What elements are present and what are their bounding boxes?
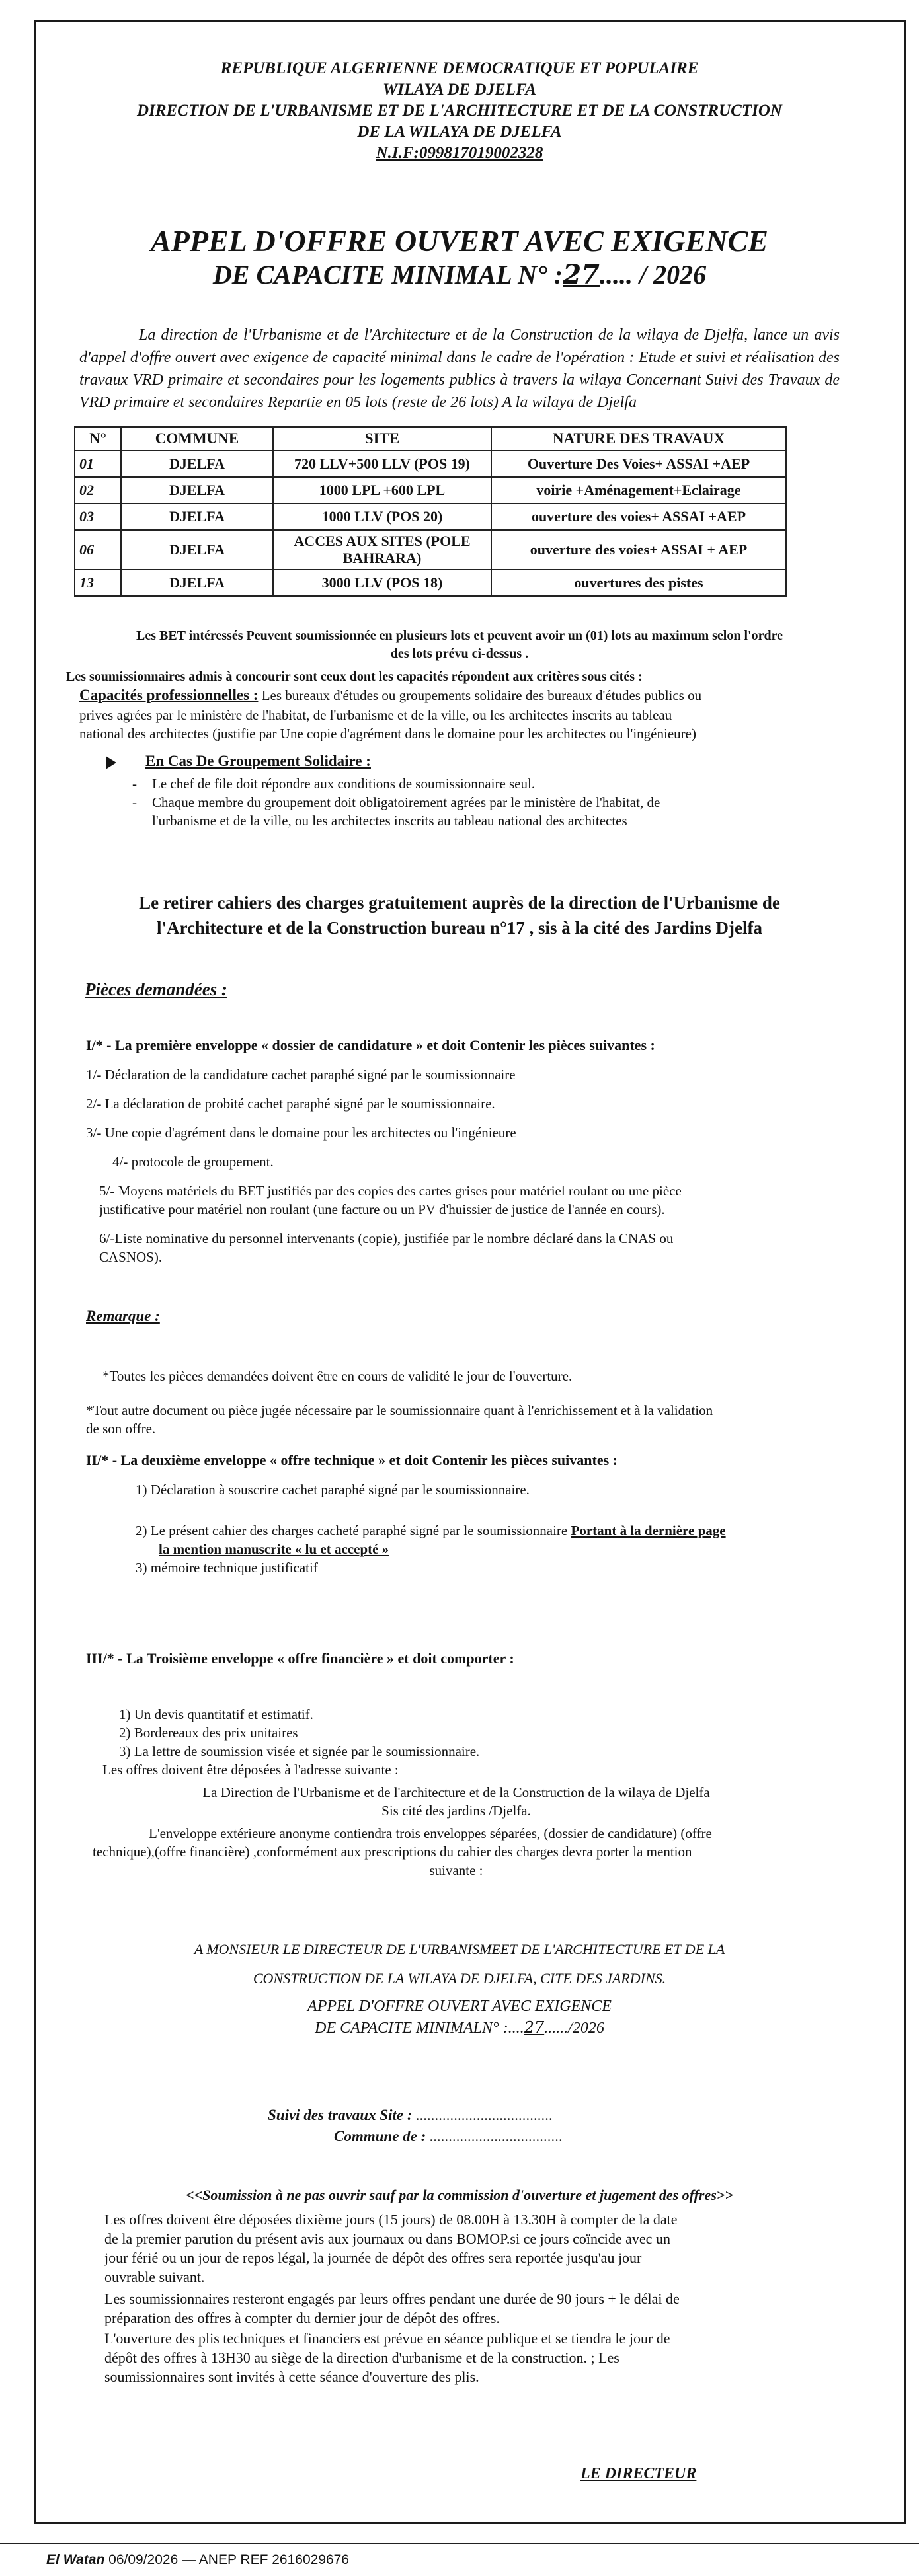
env1-item: 5/- Moyens matériels du BET justifiés par des copies des cartes grises pour matériel roulant ou une pièce [99, 1183, 682, 1199]
address-line-3: APPEL D'OFFRE OUVERT AVEC EXIGENCE [307, 1998, 612, 2015]
arrow-bullet-icon [106, 756, 116, 769]
groupement-bullet-2-line-2: l'urbanisme et de la ville, ou les architectes inscrits au tableau national des architectes [152, 813, 627, 829]
env3-item-1: 1) Un devis quantitatif et estimatif. [119, 1706, 313, 1722]
env3-item-3: 3) La lettre de soumission visée et signée par le soumissionnaire. [119, 1743, 480, 1759]
enveloppe-line-3: suivante : [429, 1862, 483, 1878]
env2-item-2: 2) Le présent cahier des charges cacheté paraphé signé par le soumissionnaire Portant à la dernière page [136, 1523, 726, 1538]
env1-item: 6/-Liste nominative du personnel intervenants (copie), justifiée par le nombre déclaré dans la CNAS ou [99, 1231, 674, 1246]
header-wilaya-djelfa: DE LA WILAYA DE DJELFA [357, 123, 562, 141]
retirer-line-1: Le retirer cahiers des charges gratuitement auprès de la direction de l'Urbanisme de [139, 893, 780, 913]
admis-line: Les soumissionnaires admis à concourir sont ceux dont les capacités répondent aux critères sous cités : [66, 669, 643, 684]
remarque-1: *Toutes les pièces demandées doivent être en cours de validité le jour de l'ouverture. [102, 1368, 573, 1384]
table-row: 13 DJELFA 3000 LLV (POS 18) ouvertures des pistes [75, 570, 786, 596]
header-nif: N.I.F:099817019002328 [376, 144, 543, 162]
env1-item: 1/- Déclaration de la candidature cachet paraphé signé par le soumissionnaire [86, 1067, 516, 1082]
depot-address-2: Sis cité des jardins /Djelfa. [381, 1803, 531, 1819]
table-row: 02 DJELFA 1000 LPL +600 LPL voirie +Aménagement+Eclairage [75, 477, 786, 504]
capacites-line-3: national des architectes (justifie par Une copie d'agrément dans le domaine pour les architectes ou l'ingénieure) [79, 726, 696, 741]
footer-newspaper: El Watan [46, 2552, 105, 2567]
env2-item-1: 1) Déclaration à souscrire cachet paraphé signé par le soumissionnaire. [136, 1482, 530, 1497]
dash-icon: - [132, 776, 137, 792]
closing-para-1: Les offres doivent être déposées dixième jours (15 jours) de 08.00H à 13.30H à compter de la date de la premier parution du présent avis aux journaux ou dans BOMOP.si ce jours coïncide avec un jour férié ou un jour de repos légal, la journée de dépôt des offres sera reportée jusqu'au jour ouvrable suivant. [104, 2211, 678, 2285]
notice-title: APPEL D'OFFRE OUVERT AVEC EXIGENCE [151, 224, 768, 258]
bet-line-2: des lots prévu ci-dessus . [390, 646, 529, 661]
env1-item: 3/- Une copie d'agrément dans le domaine pour les architectes ou l'ingénieure [86, 1125, 516, 1141]
retirer-line-2: l'Architecture et de la Construction bureau n°17 , sis à la cité des Jardins Djelfa [157, 918, 762, 938]
env1-item: justificative pour matériel non roulant (une facture ou un PV d'huissier de justice de l'année en cours). [99, 1201, 665, 1217]
notice-number-line: DE CAPACITE MINIMAL N° :27..... / 2026 [212, 259, 707, 290]
suivi-travaux-line: Suivi des travaux Site : .................................... [268, 2107, 553, 2123]
table-header-number: N° [75, 427, 121, 451]
groupement-bullet-1: Le chef de file doit répondre aux conditions de soumissionnaire seul. [152, 776, 536, 792]
capacites-label: Capacités professionnelles : [79, 687, 259, 703]
depot-intro: Les offres doivent être déposées à l'adresse suivante : [102, 1762, 399, 1778]
footer-ref: — ANEP REF 2616029676 [182, 2552, 350, 2567]
table-row: 01 DJELFA 720 LLV+500 LLV (POS 19) Ouverture Des Voies+ ASSAI +AEP [75, 451, 786, 477]
groupement-title: En Cas De Groupement Solidaire : [145, 753, 371, 769]
table-row: 06 DJELFA ACCES AUX SITES (POLE BAHRARA) ouverture des voies+ ASSAI + AEP [75, 530, 786, 570]
envelope-1-title: I/* - La première enveloppe « dossier de candidature » et doit Contenir les pièces suivantes : [86, 1037, 655, 1053]
header-republic: REPUBLIQUE ALGERIENNE DEMOCRATIQUE ET POPULAIRE [220, 59, 699, 77]
bet-line-1: Les BET intéressés Peuvent soumissionnée en plusieurs lots et peuvent avoir un (01) lots au maximum selon l'ordre [136, 628, 783, 643]
env1-item: CASNOS). [99, 1249, 163, 1265]
remarque-2-line-2: de son offre. [86, 1421, 156, 1437]
footer-date: 06/09/2026 [108, 2552, 179, 2567]
table-header-commune: COMMUNE [121, 427, 273, 451]
groupement-bullet-2-line-1: Chaque membre du groupement doit obligatoirement agrées par le ministère de l'habitat, de [152, 794, 660, 810]
header-direction: DIRECTION DE L'URBANISME ET DE L'ARCHITECTURE ET DE LA CONSTRUCTION [137, 102, 782, 120]
signature-le-directeur: LE DIRECTEUR [580, 2465, 697, 2482]
address-line-1: A MONSIEUR LE DIRECTEUR DE L'URBANISMEET DE L'ARCHITECTURE ET DE LA [194, 1941, 725, 1957]
envelope-3-title: III/* - La Troisième enveloppe « offre financière » et doit comporter : [86, 1650, 514, 1667]
header-wilaya: WILAYA DE DJELFA [382, 81, 537, 98]
remarque-title: Remarque : [86, 1308, 160, 1324]
env1-item: 4/- protocole de groupement. [112, 1154, 274, 1170]
remarque-2-line-1: *Tout autre document ou pièce jugée nécessaire par le soumissionnaire quant à l'enrichissement et à la validation [86, 1402, 713, 1418]
intro-paragraph: La direction de l'Urbanisme et de l'Architecture et de la Construction de la wilaya de Djelfa, lance un avis d'appel d'offre ouvert avec exigence de capacité minimal dans le cadre de l'opération : Etude et suivi et réalisation des travaux VRD primaire et secondaires pour les logements publics à travers la wilaya Concernant Suivi des Travaux de VRD primaire et secondaires Repartie en 05 lots (reste de 26 lots) A la wilaya de Djelfa [79, 326, 840, 411]
table-row: 03 DJELFA 1000 LLV (POS 20) ouverture des voies+ ASSAI +AEP [75, 504, 786, 530]
env3-item-2: 2) Bordereaux des prix unitaires [119, 1725, 298, 1741]
pieces-title: Pièces demandées : [85, 979, 227, 999]
commune-line: Commune de : ................................... [334, 2128, 563, 2144]
enveloppe-line-1: L'enveloppe extérieure anonyme contiendra trois enveloppes séparées, (dossier de candidature) (offre [149, 1825, 712, 1841]
table-header-row [75, 427, 786, 451]
env2-item-2-mention: la mention manuscrite « lu et accepté » [159, 1541, 389, 1557]
capacites-line-2: prives agrées par le ministère de l'habitat, de l'urbanisme et de la ville, ou les architectes inscrits au tableau [79, 707, 672, 723]
closing-para-3: L'ouverture des plis techniques et financiers est prévue en séance publique et se tiendra le jour de dépôt des offres à 13H30 au siège de la direction d'urbanisme et de la construction. ; Les soumissionnaires sont invités à cette séance d'ouverture des plis. [104, 2330, 670, 2385]
env2-item-3: 3) mémoire technique justificatif [136, 1560, 318, 1575]
depot-address-1: La Direction de l'Urbanisme et de l'architecture et de la Construction de la wilaya de Djelfa [202, 1784, 710, 1800]
footer-credit [46, 2552, 349, 2568]
notice-number: 27 [563, 259, 600, 290]
address-notice-number: 27 [524, 2018, 545, 2037]
capacites-line-1: Capacités professionnelles : Les bureaux d'études ou groupements solidaire des bureaux d'études publics ou [79, 687, 702, 703]
address-line-2: CONSTRUCTION DE LA WILAYA DE DJELFA, CITE DES JARDINS. [253, 1970, 666, 1987]
table-header-site: SITE [273, 427, 491, 451]
enveloppe-line-2: technique),(offre financière) ,conformément aux prescriptions du cahier des charges devra porter la mention [93, 1844, 692, 1860]
table-header-nature: NATURE DES TRAVAUX [491, 427, 786, 451]
footer-rule [0, 2543, 919, 2544]
address-line-4: DE CAPACITE MINIMALN° :....27....../2026 [315, 2018, 604, 2037]
lots-table [74, 426, 787, 597]
closing-para-2: Les soumissionnaires resteront engagés par leurs offres pendant une durée de 90 jours + le délai de préparation des offres à compter du dernier jour de dépôt des offres. [104, 2291, 680, 2326]
envelope-2-title: II/* - La deuxième enveloppe « offre technique » et doit Contenir les pièces suivantes : [86, 1452, 618, 1468]
soumission-notice: <<Soumission à ne pas ouvrir sauf par la commission d'ouverture et jugement des offres>> [186, 2187, 733, 2203]
dash-icon: - [132, 794, 137, 810]
env1-item: 2/- La déclaration de probité cachet paraphé signé par le soumissionnaire. [86, 1096, 495, 1112]
